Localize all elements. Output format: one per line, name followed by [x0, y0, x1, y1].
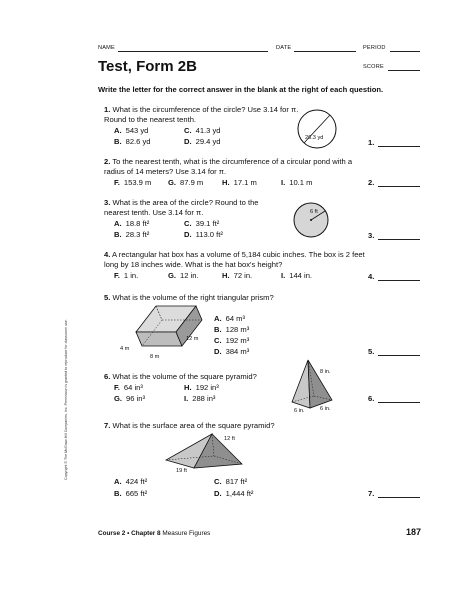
- option[interactable]: A. 543 yd: [114, 126, 149, 135]
- figure-label: 6 ft: [310, 209, 318, 215]
- question-number: 4.: [104, 250, 111, 259]
- figure-label: 8 in.: [320, 369, 331, 375]
- question-number: 2.: [104, 157, 111, 166]
- instructions: Write the letter for the correct answer in the blank at the right of each question.: [98, 85, 384, 94]
- date-line[interactable]: [294, 51, 356, 52]
- option[interactable]: H. 72 in.: [222, 271, 253, 280]
- option[interactable]: D. 384 m³: [214, 347, 250, 356]
- score-label: SCORE: [363, 64, 384, 70]
- answer-blank-4[interactable]: [378, 280, 420, 281]
- score-line[interactable]: [388, 70, 420, 71]
- question-text: What is the volume of the right triangular prism?: [112, 293, 274, 302]
- copyright-notice: Copyright © The McGraw-Hill Companies, Inc. Permission is granted to reproduce for classroom use.: [64, 319, 68, 480]
- figure-label: 6 in.: [294, 408, 305, 414]
- answer-number: 1.: [368, 138, 375, 147]
- question-number: 6.: [104, 372, 111, 381]
- option[interactable]: F. 1 in.: [114, 271, 139, 280]
- question-text: A rectangular hat box has a volume of 5,184 cubic inches. The box is 2 feet long by 18 inches wide. What is the hat box's height?: [104, 250, 365, 269]
- figure-label: 26.3 yd: [305, 135, 324, 141]
- option[interactable]: B. 128 m³: [214, 325, 250, 334]
- option[interactable]: G. 12 in.: [168, 271, 199, 280]
- question-6: [104, 372, 304, 382]
- option[interactable]: I. 288 in³: [184, 394, 216, 403]
- answer-number: 3.: [368, 231, 375, 240]
- question-1: [104, 105, 304, 124]
- option[interactable]: H. 192 in³: [184, 383, 219, 392]
- circle-diameter-figure: [292, 108, 342, 150]
- question-4: [104, 250, 366, 269]
- figure-label: 8 m: [150, 354, 160, 360]
- figure-label: 6 in.: [320, 406, 331, 412]
- answer-blank-3[interactable]: [378, 239, 420, 240]
- option[interactable]: I. 144 in.: [281, 271, 313, 280]
- option[interactable]: D. 29.4 yd: [184, 137, 221, 146]
- answer-number: 4.: [368, 272, 375, 281]
- question-text: What is the area of the circle? Round to the nearest tenth. Use 3.14 for π.: [104, 198, 259, 217]
- option[interactable]: D. 113.0 ft²: [184, 230, 223, 239]
- square-pyramid-figure: [280, 356, 356, 414]
- figure-label: 12 m: [186, 336, 199, 342]
- name-label: NAME: [98, 45, 115, 51]
- option[interactable]: I. 10.1 m: [281, 178, 313, 187]
- option[interactable]: G. 87.9 m: [168, 178, 204, 187]
- answer-blank-1[interactable]: [378, 146, 420, 147]
- figure-label: 19 ft: [176, 468, 187, 474]
- triangular-prism-figure: [112, 300, 212, 364]
- figure-label: 4 m: [120, 346, 130, 352]
- option[interactable]: A. 64 m³: [214, 314, 246, 323]
- option[interactable]: B. 665 ft²: [114, 489, 148, 498]
- option[interactable]: B. 28.3 ft²: [114, 230, 150, 239]
- option[interactable]: A. 18.8 ft²: [114, 219, 150, 228]
- name-line[interactable]: [118, 51, 268, 52]
- date-label: DATE: [276, 45, 292, 51]
- answer-number: 6.: [368, 394, 375, 403]
- option[interactable]: G. 96 in³: [114, 394, 146, 403]
- answer-blank-5[interactable]: [378, 355, 420, 356]
- answer-number: 7.: [368, 489, 375, 498]
- option[interactable]: F. 64 in³: [114, 383, 143, 392]
- figure-label: 12 ft: [224, 436, 235, 442]
- question-3: [104, 198, 264, 217]
- question-text: What is the circumference of the circle? Use 3.14 for π. Round to the nearest tenth.: [104, 105, 299, 124]
- answer-number: 2.: [368, 178, 375, 187]
- period-label: PERIOD: [363, 45, 386, 51]
- option[interactable]: D. 1,444 ft²: [214, 489, 254, 498]
- option[interactable]: C. 817 ft²: [214, 477, 248, 486]
- square-pyramid-surface-figure: [160, 430, 280, 474]
- circle-radius-figure: [290, 200, 332, 240]
- option[interactable]: F. 153.9 m: [114, 178, 152, 187]
- footer-section: Measure Figures: [162, 530, 211, 537]
- footer-chapter: [98, 530, 210, 537]
- question-text: What is the surface area of the square pyramid?: [112, 421, 275, 430]
- question-number: 5.: [104, 293, 111, 302]
- option[interactable]: C. 192 m³: [214, 336, 250, 345]
- footer-course: Course 2 • Chapter 8: [98, 530, 161, 537]
- answer-number: 5.: [368, 347, 375, 356]
- period-line[interactable]: [390, 51, 420, 52]
- option[interactable]: C. 39.1 ft²: [184, 219, 220, 228]
- answer-blank-7[interactable]: [378, 497, 420, 498]
- question-number: 7.: [104, 421, 111, 430]
- answer-blank-2[interactable]: [378, 186, 420, 187]
- question-number: 3.: [104, 198, 111, 207]
- page-number: 187: [406, 527, 422, 537]
- option[interactable]: C. 41.3 yd: [184, 126, 221, 135]
- option[interactable]: B. 82.6 yd: [114, 137, 151, 146]
- answer-blank-6[interactable]: [378, 402, 420, 403]
- option[interactable]: H. 17.1 m: [222, 178, 257, 187]
- question-2: [104, 157, 364, 176]
- page-title: Test, Form 2B: [98, 58, 197, 75]
- question-number: 1.: [104, 105, 111, 114]
- option[interactable]: A. 424 ft²: [114, 477, 148, 486]
- question-text: What is the volume of the square pyramid?: [112, 372, 257, 381]
- question-text: To the nearest tenth, what is the circumference of a circular pond with a radius of 14 meters? Use 3.14 for π.: [104, 157, 353, 176]
